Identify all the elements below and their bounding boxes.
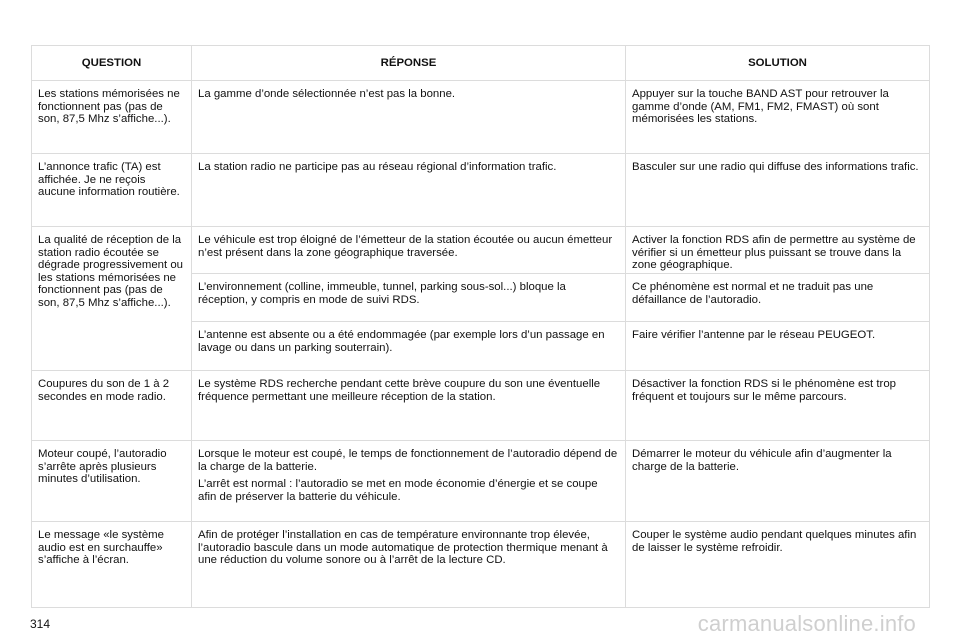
reponse-cell: Afin de protéger l’installation en cas de température environnante trop élevée, l’autoradio bascule dans un mode automatique de protection thermique menant à une réduction du volume sonore ou à l’arrêt de la lecture CD. [192, 522, 626, 608]
solution-cell: Activer la fonction RDS afin de permettre au système de vérifier si un émetteur plus puissant se trouve dans la zone géographique. [626, 227, 930, 274]
header-row [32, 46, 930, 81]
solution-cell: Faire vérifier l’antenne par le réseau PEUGEOT. [626, 322, 930, 371]
watermark: carmanualsonline.info [697, 611, 916, 636]
reponse-cell: L’environnement (colline, immeuble, tunnel, parking sous-sol...) bloque la réception, y compris en mode de suivi RDS. [192, 274, 626, 322]
table-row [32, 522, 930, 608]
table-row [32, 227, 930, 274]
solution-cell: Couper le système audio pendant quelques minutes afin de laisser le système refroidir. [626, 522, 930, 608]
table-row [32, 154, 930, 227]
troubleshooting-table [31, 45, 930, 608]
reponse-cell: L’antenne est absente ou a été endommagée (par exemple lors d’un passage en lavage ou dans un parking souterrain). [192, 322, 626, 371]
header-reponse: RÉPONSE [192, 46, 626, 81]
table-row [32, 441, 930, 522]
solution-cell: Ce phénomène est normal et ne traduit pas une défaillance de l’autoradio. [626, 274, 930, 322]
question-cell: Les stations mémorisées ne fonctionnent pas (pas de son, 87,5 Mhz s’affiche...). [32, 81, 192, 154]
reponse-paragraph: Lorsque le moteur est coupé, le temps de fonctionnement de l’autoradio dépend de la charge de la batterie. [198, 448, 618, 473]
table-row [32, 371, 930, 441]
question-cell: Coupures du son de 1 à 2 secondes en mode radio. [32, 371, 192, 441]
reponse-cell: La station radio ne participe pas au réseau régional d’information trafic. [192, 154, 626, 227]
solution-cell: Démarrer le moteur du véhicule afin d’augmenter la charge de la batterie. [626, 441, 930, 522]
table-row [32, 81, 930, 154]
solution-cell: Appuyer sur la touche BAND AST pour retrouver la gamme d’onde (AM, FM1, FM2, FMAST) où sont mémorisées les stations. [626, 81, 930, 154]
solution-cell: Basculer sur une radio qui diffuse des informations trafic. [626, 154, 930, 227]
reponse-cell: Le véhicule est trop éloigné de l’émetteur de la station écoutée ou aucun émetteur n’est présent dans la zone géographique traversée. [192, 227, 626, 274]
reponse-paragraph: L’arrêt est normal : l’autoradio se met en mode économie d’énergie et se coupe afin de préserver la batterie du véhicule. [198, 478, 598, 503]
question-cell: Moteur coupé, l’autoradio s’arrête après plusieurs minutes d’utilisation. [32, 441, 192, 522]
reponse-cell [192, 441, 626, 522]
question-cell: L’annonce trafic (TA) est affichée. Je ne reçois aucune information routière. [32, 154, 192, 227]
question-cell: Le message «le système audio est en surchauffe» s’affiche à l’écran. [32, 522, 192, 608]
reponse-cell: La gamme d’onde sélectionnée n’est pas la bonne. [192, 81, 626, 154]
header-question: QUESTION [32, 46, 192, 81]
reponse-cell: Le système RDS recherche pendant cette brève coupure du son une éventuelle fréquence permettant une meilleure réception de la station. [192, 371, 626, 441]
page-number: 314 [30, 617, 51, 631]
solution-cell: Désactiver la fonction RDS si le phénomène est trop fréquent et toujours sur le même parcours. [626, 371, 930, 441]
question-cell: La qualité de réception de la station radio écoutée se dégrade progressivement ou les stations mémorisées ne fonctionnent pas (pas de son, 87,5 Mhz s’affiche...). [32, 227, 192, 371]
header-solution: SOLUTION [626, 46, 930, 81]
